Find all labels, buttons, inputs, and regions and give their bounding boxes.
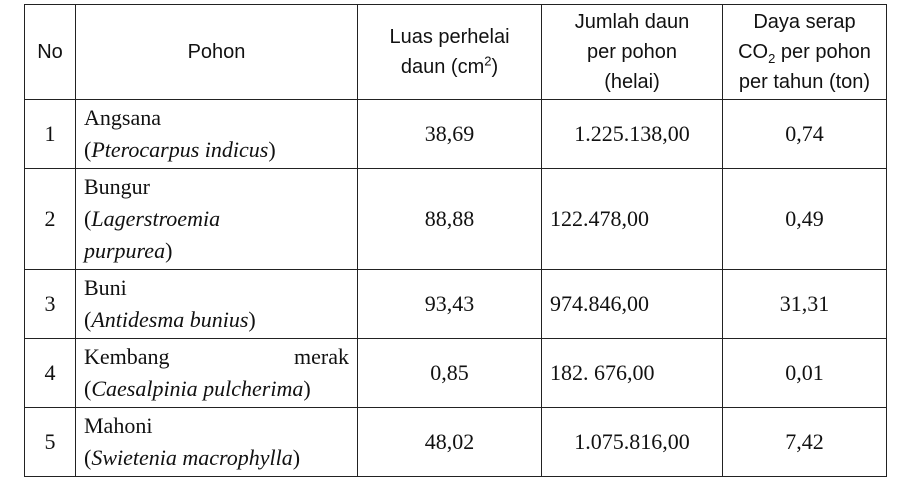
table-row [25,169,887,270]
tree-latin-name: Caesalpinia pulcherima [91,376,304,401]
cell-pohon: Bungur (Lagerstroemia purpurea) [76,169,358,270]
header-jumlah-line1: Jumlah daun [574,11,690,33]
header-pohon: Pohon [76,5,358,100]
table-row [25,100,887,169]
cell-no: 5 [25,408,76,477]
tree-name-cont: merak [294,344,349,369]
header-daya-line1: Daya serap [753,11,856,33]
header-daya: Daya serap $CO_2$ per pohon per tahun (ton) [723,5,887,100]
tree-name: Kembang [84,344,170,369]
header-luas-line1: Luas perhelai [389,26,510,48]
tree-latin-name: Lagerstroemia [91,206,221,231]
cell-jumlah: 974.846,00 [542,270,723,339]
header-jumlah-line2: per pohon [586,41,678,63]
cell-daya: 31,31 [723,270,887,339]
cell-pohon: Angsana (Pterocarpus indicus) [76,100,358,169]
cell-no: 2 [25,169,76,270]
cell-luas: 38,69 [358,100,542,169]
cell-daya: 7,42 [723,408,887,477]
header-daya-sub: 2 [768,51,776,66]
tree-name: Mahoni [84,413,153,438]
cell-jumlah: 122.478,00 [542,169,723,270]
cell-daya: 0,49 [723,169,887,270]
cell-no: 3 [25,270,76,339]
cell-luas: 0,85 [358,339,542,408]
header-daya-line3: per tahun (ton) [738,71,871,93]
cell-pohon: Kembang merak (Caesalpinia pulcherima) [76,339,358,408]
cell-daya: 0,01 [723,339,887,408]
header-luas: Luas perhelai daun $(cm^2)$ [358,5,542,100]
header-luas-sup: 2 [484,53,492,69]
cell-no: 1 [25,100,76,169]
tree-latin-name: Swietenia macrophylla [91,445,293,470]
tree-latin-name: Antidesma bunius [91,307,249,332]
tree-name: Buni [84,275,127,300]
cell-pohon: Mahoni (Swietenia macrophylla) [76,408,358,477]
cell-pohon: Buni (Antidesma bunius) [76,270,358,339]
cell-jumlah: 1.075.816,00 [542,408,723,477]
tree-latin-name-cont: purpurea [84,238,166,263]
cell-luas: 88,88 [358,169,542,270]
cell-jumlah: 1.225.138,00 [542,100,723,169]
table-row [25,408,887,477]
tree-name: Bungur [84,174,150,199]
cell-jumlah: 182. 676,00 [542,339,723,408]
header-row [25,5,887,100]
tree-latin-name: Pterocarpus indicus [91,137,269,162]
cell-no: 4 [25,339,76,408]
header-luas-line2: daun (cm [400,56,485,78]
table-row [25,339,887,408]
header-no: No [25,5,76,100]
tree-name-justified [84,341,349,373]
cell-luas: 93,43 [358,270,542,339]
header-jumlah-line3: (helai) [604,71,660,93]
tree-name: Angsana [84,105,161,130]
tree-co2-table [24,4,887,477]
header-jumlah [542,5,723,100]
cell-luas: 48,02 [358,408,542,477]
table-row [25,270,887,339]
cell-daya: 0,74 [723,100,887,169]
